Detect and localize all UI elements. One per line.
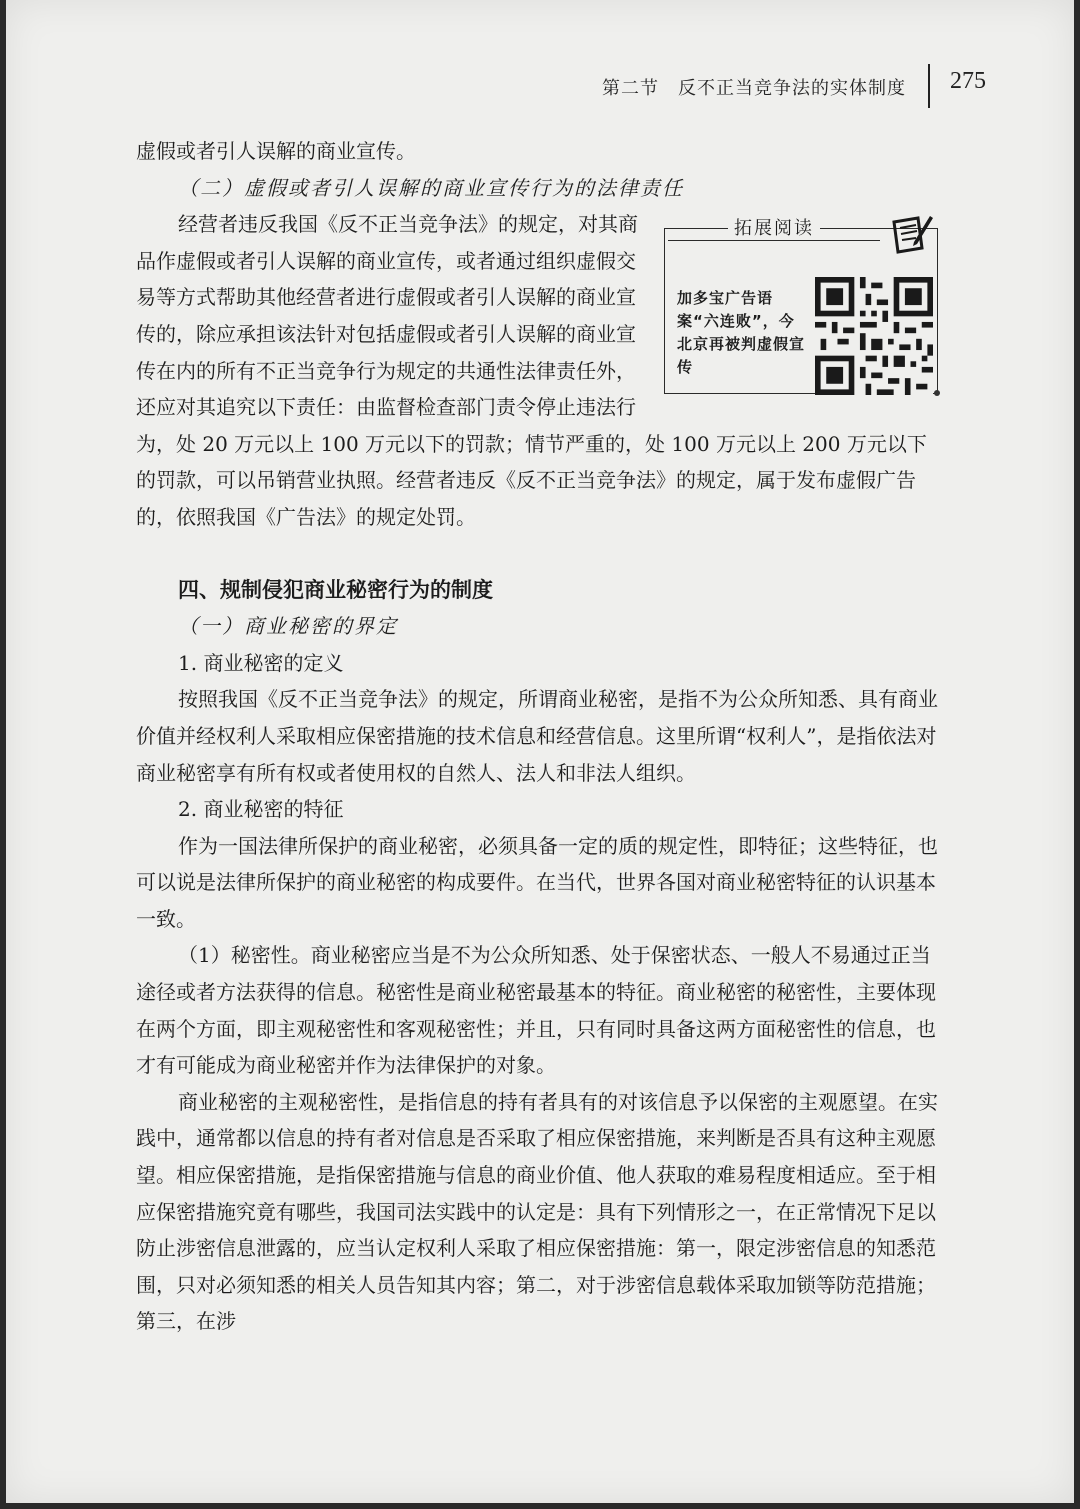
extended-reading-title: 拓展阅读 [668, 216, 880, 241]
paragraph-characteristics: 作为一国法律所保护的商业秘密，必须具备一定的质的规定性，即特征；这些特征，也可以说是法律所保护的商业秘密的构成要件。在当代，世界各国对商业秘密特征的认识基本一致。 [136, 833, 938, 931]
header-divider [928, 64, 930, 108]
book-page [6, 0, 1074, 1503]
section-heading-4: 四、规制侵犯商业秘密行为的制度 [178, 577, 493, 602]
subsection-heading-i: （一）商业秘密的界定 [178, 614, 398, 639]
qr-code-icon[interactable] [815, 277, 933, 395]
extended-reading-box[interactable] [664, 216, 942, 396]
paragraph-continuation: 虚假或者引人误解的商业宣传。 [136, 139, 416, 163]
pen-and-paper-icon [888, 212, 934, 254]
paragraph-secrecy: （1）秘密性。商业秘密应当是不为公众所知悉、处于保密状态、一般人不易通过正当途径或者方法获得的信息。秘密性是商业秘密最基本的特征。商业秘密的秘密性，主要体现在两个方面，即主观秘密性和客观秘密性；并且，只有同时具备这两方面秘密性的信息，也才有可能成为商业秘密并作为法律保护的对象。 [136, 943, 936, 1078]
page-number: 275 [950, 68, 986, 94]
extended-reading-caption: 加多宝广告语案“六连败”，今北京再被判虚假宣传 [677, 289, 806, 377]
paragraph-legal-liability: 经营者违反我国《反不正当竞争法》的规定，对其商品作虚假或者引人误解的商业宣传，或者通过组织虚假交易等方式帮助其他经营者进行虚假或者引人误解的商业宣传的，除应承担该法针对包括虚假或者引人误解的商业宣传在内的所有不正当竞争行为规定的共通性法律责任外，还应对其追究以下责任：由监督检查部门责令停止违法行为，处 20 万元以上 100 万元以下的罚款；情节严重的，处 100 万元以上 200 万元以下的罚款，可以吊销营业执照。经营者违反《反不正当竞争法》的规定，属于发布虚假广告的，依照我国《广告法》的规定处罚。 [136, 212, 927, 529]
section-title: 第二节 反不正当竞争法的实体制度 [602, 78, 906, 99]
page-body [136, 133, 942, 1340]
box-corner-dot [934, 390, 940, 396]
running-header [6, 64, 1074, 108]
subsection-heading-ii: （二）虚假或者引人误解的商业宣传行为的法律责任 [178, 175, 684, 200]
section-spacer [136, 536, 942, 572]
item-heading-2: 2. 商业秘密的特征 [178, 797, 344, 822]
item-heading-1: 1. 商业秘密的定义 [178, 650, 344, 675]
paragraph-definition: 按照我国《反不正当竞争法》的规定，所谓商业秘密，是指不为公众所知悉、具有商业价值并经权利人采取相应保密措施的技术信息和经营信息。这里所谓“权利人”，是指依法对商业秘密享有所有权或者使用权的自然人、法人和非法人组织。 [136, 687, 938, 785]
paragraph-subjective-secrecy: 商业秘密的主观秘密性，是指信息的持有者具有的对该信息予以保密的主观愿望。在实践中，通常都以信息的持有者对信息是否采取了相应保密措施，来判断是否具有这种主观愿望。相应保密措施，是指保密措施与信息的商业价值、他人获取的难易程度相适应。至于相应保密措施究竟有哪些，我国司法实践中的认定是：具有下列情形之一，在正常情况下足以防止涉密信息泄露的，应当认定权利人采取了相应保密措施：第一，限定涉密信息的知悉范围，只对必须知悉的相关人员告知其内容；第二，对于涉密信息载体采取加锁等防范措施；第三，在涉 [136, 1089, 938, 1334]
